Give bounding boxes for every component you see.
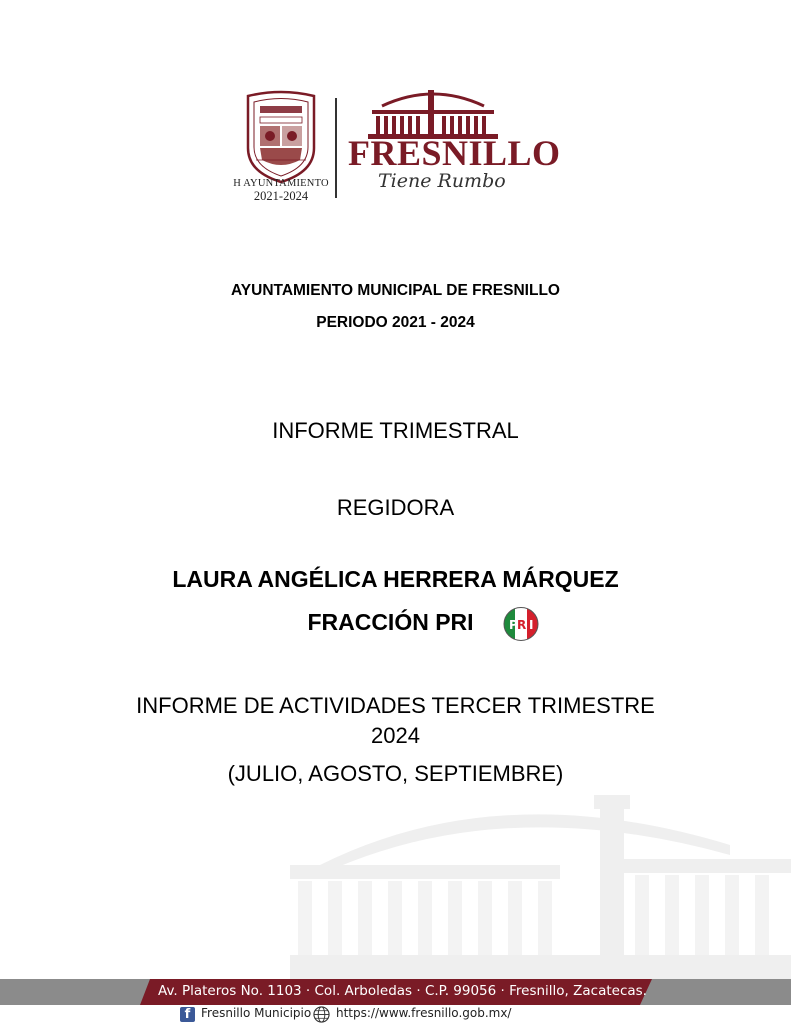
brand-slogan: Tiene Rumbo xyxy=(378,170,506,192)
footer-address: Av. Plateros No. 1103 · Col. Arboledas · C.P. 99056 · Fresnillo, Zacatecas. xyxy=(158,983,647,999)
facebook-link[interactable]: Fresnillo Municipio xyxy=(201,1006,312,1020)
months-range: (JULIO, AGOSTO, SEPTIEMBRE) xyxy=(227,761,564,786)
logo-divider xyxy=(335,98,337,198)
brand-name: FRESNILLO xyxy=(348,133,561,173)
svg-text:R: R xyxy=(517,618,527,632)
pri-emblem-icon xyxy=(502,606,540,642)
activities-line-2: 2024 xyxy=(371,723,420,748)
svg-text:P: P xyxy=(509,618,518,632)
activities-line-1: INFORME DE ACTIVIDADES TERCER TRIMESTRE xyxy=(136,693,655,718)
seal-caption-years: 2021-2024 xyxy=(253,189,309,203)
seal-caption-ayuntamiento: H AYUNTAMIENTO xyxy=(233,178,329,189)
fraction-label: FRACCIÓN PRI xyxy=(307,609,474,635)
report-type: INFORME TRIMESTRAL xyxy=(272,418,519,443)
institution-title: AYUNTAMIENTO MUNICIPAL DE FRESNILLO xyxy=(231,282,560,299)
globe-icon xyxy=(313,1006,330,1023)
website-link[interactable]: https://www.fresnillo.gob.mx/ xyxy=(336,1006,512,1020)
official-name: LAURA ANGÉLICA HERRERA MÁRQUEZ xyxy=(172,566,619,592)
period-title: PERIODO 2021 - 2024 xyxy=(316,314,475,331)
position-title: REGIDORA xyxy=(336,495,455,520)
svg-text:I: I xyxy=(529,618,534,632)
monument-watermark-icon xyxy=(290,785,791,980)
fraction-title xyxy=(0,609,791,636)
facebook-icon[interactable]: f xyxy=(180,1007,195,1022)
